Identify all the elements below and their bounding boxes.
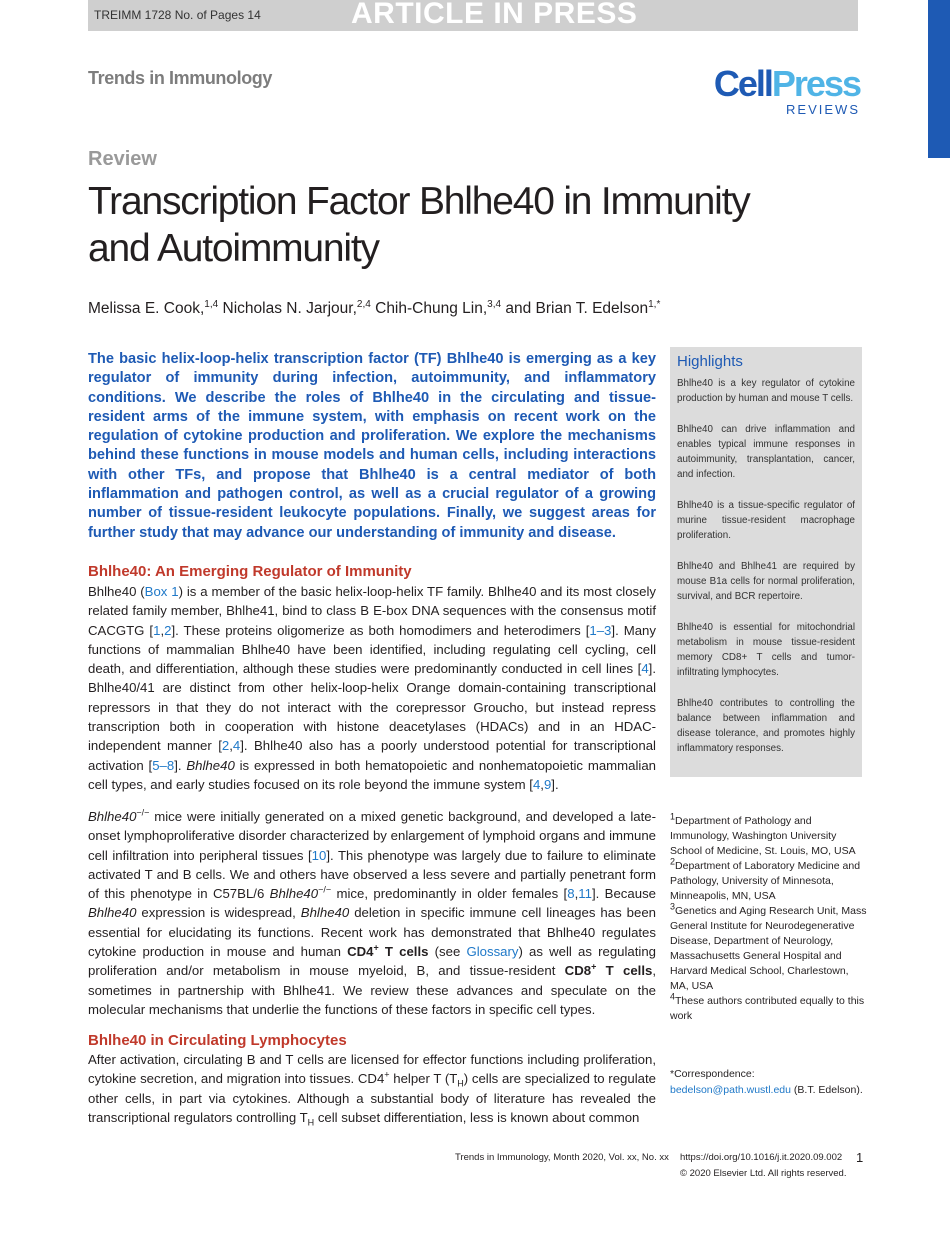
section2-paragraph-1: After activation, circulating B and T cells are licensed for effector functions including proliferation, cytokine secretion, and migration into tissues. CD4+ helper T $(T_H)$ cells are specialized to regulate other cells, in part via cytokines. Although a substantial body of literature has revealed the transcriptional regulators controlling $T_H$ cell subset differentiation, less is known about common [88,1052,656,1128]
highlights-heading: Highlights [677,353,743,370]
header-bar [88,0,858,31]
abstract: The basic helix-loop-helix transcription factor (TF) Bhlhe40 is emerging as a key regulator of immunity during infection, autoimmunity, and inflammatory conditions. We describe the roles of Bhlhe40 in the circulating and tissue-resident arms of the immune system, with emphasis on recent work on the regulation of cytokine production and proliferation. We explore the mechanisms behind these functions in mouse models and human cells, including interactions with other TFs, and propose that Bhlhe40 is a central mediator of both inflammation and pathogen control, as well as a crucial regulator of a growing number of tissue-resident leukocyte populations. Finally, we suggest areas for further study that may advance our understanding of immunity and disease. [88,351,656,541]
section-heading-emerging: Bhlhe40: An Emerging Regulator of Immunity [88,563,412,580]
correspondence: *Correspondence: bedelson@path.wustl.edu (B.T. Edelson). [670,1068,863,1096]
side-stripe [928,0,950,158]
doi-link[interactable]: https://doi.org/10.1016/j.it.2020.09.002 [680,1152,843,1163]
cellpress-logo: CellPress REVIEWS [713,63,860,117]
article-title: Transcription Factor Bhlhe40 in Immunity and Autoimmunity [88,180,750,270]
manuscript-ref: TREIMM 1728 No. of Pages 14 [94,8,261,22]
highlight-item: Bhlhe40 and Bhlhe41 are required by mouse B1a cells for normal proliferation, survival, and BCR repertoire. [677,561,855,602]
section1-paragraph-2: Bhlhe40−/− mice were initially generated on a mixed genetic background, and developed a late-onset lymphoproliferative disorder characterized by enlargement of lymphoid organs and immune cell infiltration into peripheral tissues [10]. This phenotype was largely due to failure to eliminate activated T and B cells. We and others have observed a less severe and partially penetrant form of this phenotype in C57BL/6 Bhlhe40−/− mice, predominantly in older females [8,11]. Because Bhlhe40 expression is widespread, Bhlhe40 deletion in specific immune cell lineages has been essential for elucidating its functions. Recent work has demonstrated that Bhlhe40 regulates cytokine production in mouse and human CD4+ T cells (see Glossary) as well as regulating proliferation and/or metabolism in mouse myeloid, B, and tissue-resident CD8+ T cells, sometimes in partnership with Bhlhe41. We review these advances and speculate on the molecular mechanisms that underlie the functions of these factors in specific cell types. [88,807,657,1017]
footer-citation: Trends in Immunology, Month 2020, Vol. xx, No. xx [455,1152,669,1163]
highlight-item: Bhlhe40 contributes to controlling the balance between inflammation and disease tolerance, and promotes highly inflammatory responses. [677,698,855,754]
highlight-item: Bhlhe40 is a tissue-specific regulator of murine tissue-resident macrophage proliferation. [677,500,855,541]
highlights-list [677,376,855,772]
journal-name: Trends in Immunology [88,68,273,88]
correspondence-email-link[interactable]: bedelson@path.wustl.edu [670,1083,791,1096]
affiliation-item: $^1$Department of Pathology and Immunology, Washington University School of Medicine, St. Louis, MO, USA [670,811,856,857]
author-list: Melissa E. Cook,$^{1,4}$ Nicholas N. Jarjour,$^{2,4}$ Chih-Chung Lin,$^{3,4}$ and Brian T. Edelson$^{1,*}$ [88,298,661,317]
section-heading-circulating: Bhlhe40 in Circulating Lymphocytes [88,1032,347,1049]
logo-subtitle: REVIEWS [786,102,860,117]
article-in-press-banner: ARTICLE IN PRESS [351,0,638,30]
copyright: © 2020 Elsevier Ltd. All rights reserved. [680,1168,847,1179]
page-number: 1 [856,1150,864,1165]
highlight-item: Bhlhe40 is essential for mitochondrial metabolism in mouse tissue-resident memory CD8+ T cells and tumor-infiltrating lymphocytes. [677,622,855,678]
affiliation-item: $^2$Department of Laboratory Medicine and Pathology, University of Minnesota, Minneapolis, MN, USA [670,856,861,902]
section1-paragraph-1: Bhlhe40 (Box 1) is a member of the basic helix-loop-helix TF family. Bhlhe40 and its most closely related family member, Bhlhe41, bind to class B E-box DNA sequences with the consensus motif CACGTG [1,2]. These proteins oligomerize as both homodimers and heterodimers [1–3]. Many functions of mammalian Bhlhe40 have been identified, including regulating cell cycling, cell death, and differentiation, although these studies were predominantly conducted in cell lines [4]. Bhlhe40/41 are distinct from other helix-loop-helix Orange domain-containing transcriptional repressors in that they do not interact with the corepressor Groucho, but instead repress transcription both in cooperation with histone deacetylases (HDACs) and in an HDAC-independent manner [2,4]. Bhlhe40 also has a poorly understood potential for transcriptional activation [5–8]. Bhlhe40 is expressed in both hematopoietic and nonhematopoietic mammalian cell types, and early studies focused on its role beyond the immune system [4,9]. [88,584,657,792]
box1-link[interactable]: Box 1 [144,584,179,599]
affiliation-item: $^4$These authors contributed equally to this work [670,991,865,1022]
affiliation-item: $^3$Genetics and Aging Research Unit, Mass General Institute for Neurodegenerative Disease, Department of Neurology, Massachusetts General Hospital and Harvard Medical School, Charlestown, MA, USA [670,901,867,992]
highlight-item: Bhlhe40 can drive inflammation and enables typical immune responses in autoimmunity, transplantation, cancer, and infection. [677,424,855,480]
highlights-box [670,347,862,777]
affiliations [670,811,870,1024]
glossary-link[interactable]: Glossary [466,944,519,960]
article-type: Review [88,148,157,170]
highlight-item: Bhlhe40 is a key regulator of cytokine production by human and mouse T cells. [677,378,855,404]
